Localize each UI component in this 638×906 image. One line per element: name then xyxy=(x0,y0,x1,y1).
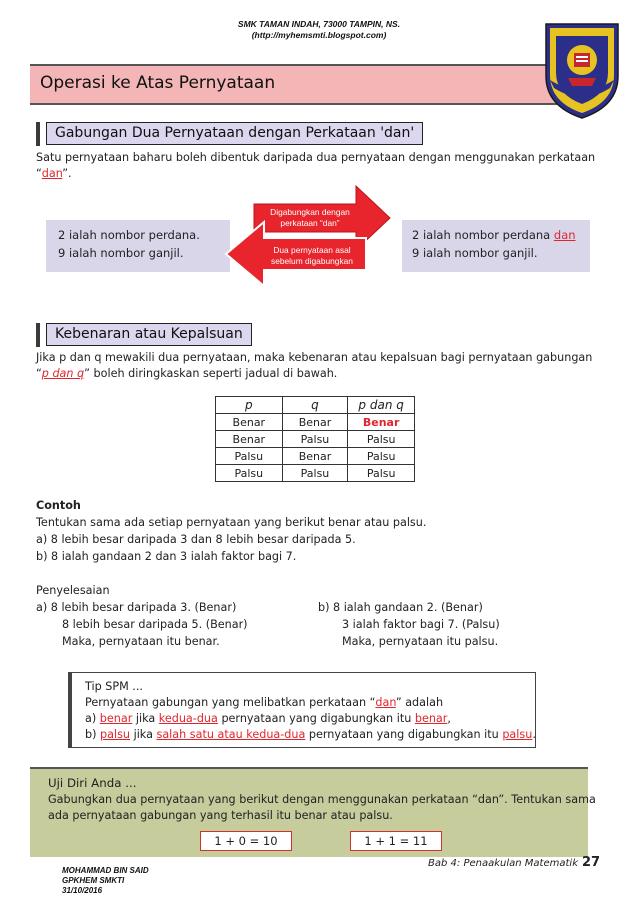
tip-keyword-benar: benar xyxy=(414,712,448,725)
table-cell: Palsu xyxy=(348,448,415,465)
original-statements-box xyxy=(46,220,230,272)
tip-line3 xyxy=(85,727,536,743)
tip-line2-label: a) xyxy=(85,712,100,725)
footer-org: GPKHEM SMKTI xyxy=(62,876,125,885)
quote-open: “ xyxy=(36,367,42,380)
tip-line2-text: jika xyxy=(132,712,159,725)
col-header-q: q xyxy=(282,397,348,414)
table-cell: Palsu xyxy=(216,448,283,465)
section-heading-kebenaran: Kebenaran atau Kepalsuan xyxy=(46,323,252,346)
truth-table-header xyxy=(216,397,415,414)
tip-spm-box xyxy=(68,672,536,748)
arrow-right-label: Digabungkan dengan perkataan “dan” xyxy=(270,207,350,228)
table-cell: Palsu xyxy=(282,465,348,482)
section1-text xyxy=(36,150,595,182)
penyelesaian-heading: Penyelesaian xyxy=(36,584,110,597)
section-heading-gabungan: Gabungan Dua Pernyataan dengan Perkataan 'dan' xyxy=(46,122,423,145)
table-cell: Palsu xyxy=(282,431,348,448)
contoh-instruction: Tentukan sama ada setiap pernyataan yang berikut benar atau palsu. xyxy=(36,516,427,529)
tip-line3-text: jika xyxy=(130,728,157,741)
table-cell: Benar xyxy=(216,414,283,431)
table-cell: Palsu xyxy=(348,431,415,448)
school-url: (http://myhemsmti.blogspot.com) xyxy=(251,30,387,40)
table-cell-result-true: Benar xyxy=(348,414,415,431)
tip-line1-text: Pernyataan gabungan yang melibatkan perkataan “ xyxy=(85,696,376,709)
tip-keyword-salah-satu: salah satu atau kedua-dua xyxy=(156,728,306,741)
uji-instruction-line1: Gabungkan dua pernyataan yang berikut dengan menggunakan perkataan “dan”. Tentukan sama xyxy=(48,793,596,806)
table-cell: Palsu xyxy=(216,465,283,482)
keyword-p-dan-q: p dan q xyxy=(41,367,85,380)
tip-line2-text: pernyataan yang digabungkan itu xyxy=(217,712,415,725)
tip-keyword-kedua-dua: kedua-dua xyxy=(158,712,218,725)
original-statement-1: 2 ialah nombor perdana. xyxy=(58,228,200,242)
table-cell: Benar xyxy=(282,448,348,465)
footer-author: MOHAMMAD BIN SAID xyxy=(62,866,149,875)
page-number: 27 xyxy=(582,855,601,870)
solution-a-line1: a) 8 lebih besar daripada 3. (Benar) xyxy=(36,601,237,614)
school-header: SMK TAMAN INDAH, 73000 TAMPIN, NS. xyxy=(237,19,401,29)
tip-line2-end: , xyxy=(447,712,451,725)
tip-keyword-palsu: palsu xyxy=(502,728,533,741)
school-crest-logo xyxy=(540,18,624,122)
truth-table xyxy=(215,396,415,482)
arrow-left-label: Dua pernyataan asal sebelum digabungkan xyxy=(271,245,353,266)
tip-keyword-benar: benar xyxy=(99,712,133,725)
table-row xyxy=(216,465,415,482)
table-cell: Benar xyxy=(282,414,348,431)
section2-text xyxy=(36,350,592,382)
title-bar xyxy=(30,64,588,105)
page-title: Operasi ke Atas Pernyataan xyxy=(40,73,276,93)
section2-line2-rest: ” boleh diringkaskan seperti jadual di bawah. xyxy=(84,367,338,380)
tip-line1 xyxy=(85,695,443,711)
contoh-item-a: a) 8 lebih besar daripada 3 dan 8 lebih besar daripada 5. xyxy=(36,533,356,546)
solution-b-conclusion: Maka, pernyataan itu palsu. xyxy=(342,635,499,648)
uji-statement-1: 1 + 0 = 10 xyxy=(200,831,292,851)
table-row xyxy=(216,448,415,465)
section2-line1: Jika p dan q mewakili dua pernyataan, maka kebenaran atau kepalsuan bagi pernyataan gabungan xyxy=(36,351,593,364)
footer-date: 31/10/2016 xyxy=(62,886,103,895)
table-cell: Benar xyxy=(216,431,283,448)
col-header-p: p xyxy=(216,397,283,414)
table-cell: Palsu xyxy=(348,465,415,482)
tip-line2 xyxy=(85,711,451,727)
contoh-heading: Contoh xyxy=(36,499,81,512)
section1-text-main: Satu pernyataan baharu boleh dibentuk daripada dua pernyataan dengan menggunakan perkataan xyxy=(36,151,596,164)
tip-title: Tip SPM ... xyxy=(85,680,143,693)
tip-line3-end: . xyxy=(532,728,536,741)
chapter-label: Bab 4: Penaakulan Matematik xyxy=(428,858,578,869)
quote-close: ”. xyxy=(62,167,72,180)
combined-statement-line1 xyxy=(412,226,590,244)
contoh-item-b: b) 8 ialah gandaan 2 dan 3 ialah faktor bagi 7. xyxy=(36,550,297,563)
keyword-dan: dan xyxy=(41,167,63,180)
table-row xyxy=(216,414,415,431)
solution-a-conclusion: Maka, pernyataan itu benar. xyxy=(62,635,220,648)
quote-open: “ xyxy=(36,167,42,180)
combined-statement-text: 2 ialah nombor perdana xyxy=(412,228,554,242)
tip-line3-label: b) xyxy=(85,728,101,741)
section-marker xyxy=(36,323,40,347)
original-statement-2: 9 ialah nombor ganjil. xyxy=(58,246,184,260)
tip-keyword-palsu: palsu xyxy=(100,728,131,741)
combine-arrows-diagram xyxy=(220,180,400,290)
combined-statement-box xyxy=(402,220,590,272)
combined-statement-line2: 9 ialah nombor ganjil. xyxy=(412,246,538,260)
tip-line1-end: ” adalah xyxy=(395,696,444,709)
tip-line3-text: pernyataan yang digabungkan itu xyxy=(305,728,503,741)
uji-instruction-line2: ada pernyataan gabungan yang terhasil itu benar atau palsu. xyxy=(48,809,393,822)
section-marker xyxy=(36,122,40,146)
tip-box-marker xyxy=(69,673,72,747)
combined-keyword-dan: dan xyxy=(553,228,576,242)
uji-diri-box xyxy=(30,767,596,857)
col-header-p-dan-q: p dan q xyxy=(348,397,415,414)
tip-keyword-dan: dan xyxy=(375,696,396,709)
solution-a-line2: 8 lebih besar daripada 5. (Benar) xyxy=(62,618,248,631)
table-row xyxy=(216,431,415,448)
uji-statement-2: 1 + 1 = 11 xyxy=(350,831,442,851)
solution-b-line1: b) 8 ialah gandaan 2. (Benar) xyxy=(318,601,483,614)
solution-b-line2: 3 ialah faktor bagi 7. (Palsu) xyxy=(342,618,500,631)
uji-title: Uji Diri Anda ... xyxy=(48,776,137,790)
